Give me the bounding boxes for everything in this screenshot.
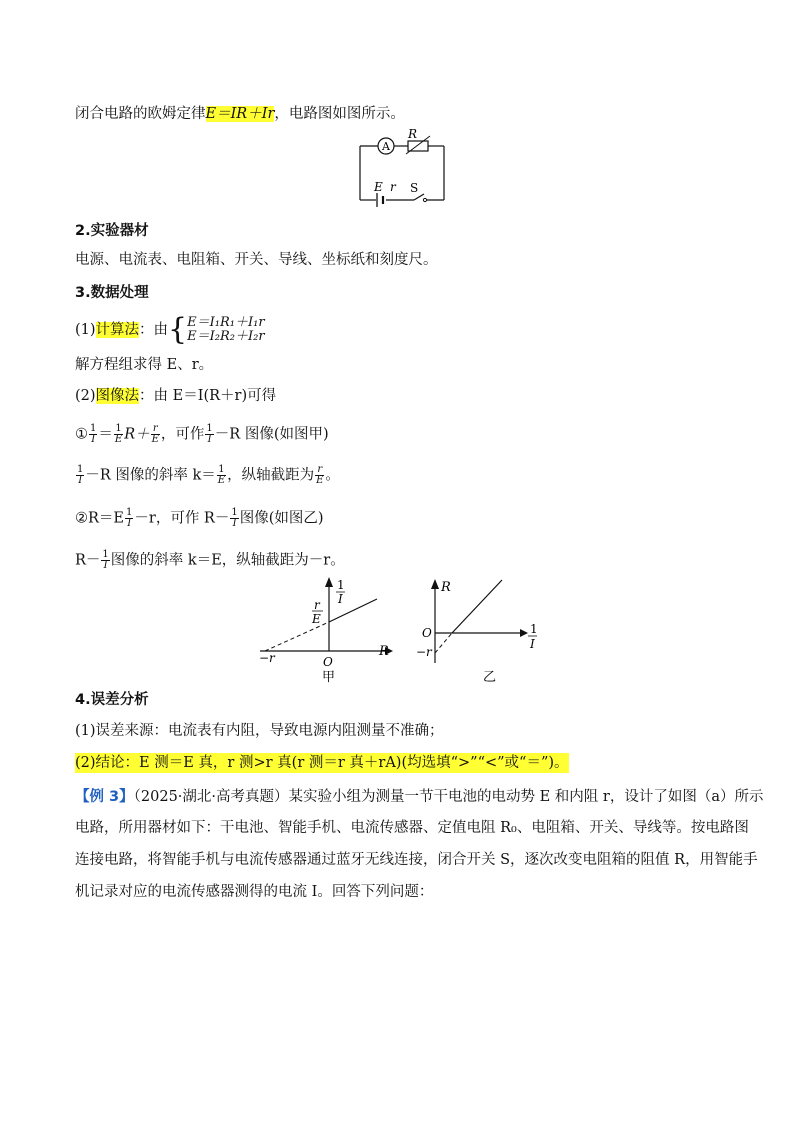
svg-text:−r: −r (416, 645, 432, 659)
svg-text:R: R (441, 580, 451, 595)
svg-text:甲: 甲 (322, 670, 336, 685)
graph-jia (255, 575, 405, 685)
jia-line-dashed (265, 622, 329, 651)
intro-suffix: ，电路图如图所示。 (274, 106, 405, 122)
svg-text:−r: −r (259, 651, 275, 665)
example-tag: 【例 3】 (75, 789, 134, 805)
svg-text:R: R (379, 644, 389, 659)
method2-slope-line: R－ $\frac{1}{I}$ 图像的斜率 k＝E，纵轴截距为－r。 (75, 549, 345, 571)
internal-r-label: r (390, 180, 396, 194)
intro-formula: E＝IR＋Ir (205, 106, 275, 122)
calc-method-line: (1)计算法：由{ E＝I₁R₁＋I₁r E＝I₂R₂＋I₂r (75, 312, 265, 347)
method1-line: ① $\frac{1}{I}$ ＝ $\frac{1}{E}$ R＋ $\frac{r}{E}$ ，可作 $\frac{1}{I}$ －R 图像(如图甲) (75, 423, 329, 445)
graph-method-label: 图像法 (95, 388, 140, 404)
method1-slope-line: $\frac{1}{I}$ －R 图像的斜率 k＝ $\frac{1}{E}$ ，纵轴截距为 $\frac{r}{E}$ 。 (77, 464, 340, 486)
svg-text:1: 1 (337, 578, 345, 592)
intro-prefix: 闭合电路的欧姆定律 (75, 106, 206, 122)
svg-text:O: O (422, 626, 432, 640)
graph-method-line: (2)图像法：由 E＝I(R＋r)可得 (75, 388, 277, 404)
example-line4: 机记录对应的电流传感器测得的电流 I。回答下列问题： (75, 884, 434, 900)
section2-body: 电源、电流表、电阻箱、开关、导线、坐标纸和刻度尺。 (75, 252, 438, 268)
intro-line (75, 104, 405, 124)
section4-title: 4.误差分析 (75, 692, 149, 708)
switch-label: S (410, 181, 419, 195)
svg-text:I: I (338, 592, 343, 606)
circuit-diagram (350, 128, 450, 208)
yi-line-dashed (435, 633, 452, 653)
section3-title: 3.数据处理 (75, 285, 149, 301)
section4-line1: (1)误差来源：电流表有内阻，导致电源内阻测量不准确； (75, 723, 444, 739)
switch-contact (423, 198, 426, 201)
svg-text:r: r (314, 598, 320, 612)
equation-system (187, 316, 264, 344)
example-line3: 连接电路，将智能手机与电流传感器通过蓝牙无线连接，闭合开关 S，逐次改变电阻箱的阻值 R，用智能手 (75, 852, 758, 868)
equation-2: E＝I₂R₂＋I₂r (187, 329, 265, 344)
ammeter-label: A (382, 140, 390, 153)
jia-line-solid (329, 599, 377, 622)
emf-label: E (374, 180, 383, 194)
svg-text:I: I (530, 637, 535, 651)
rheostat-icon (408, 141, 428, 151)
equation-1: E＝I₁R₁＋I₁r (187, 315, 265, 330)
example-line2: 电路，所用器材如下：干电池、智能手机、电流传感器、定值电阻 R₀、电阻箱、开关、导线等。按电路图 (75, 820, 749, 836)
yi-line-solid (452, 580, 502, 633)
svg-text:E: E (312, 612, 321, 626)
section2-title: 2.实验器材 (75, 223, 149, 239)
svg-text:1: 1 (530, 622, 538, 636)
section4-line2: (2)结论：E 测＝E 真，r 测>r 真(r 测＝r 真＋rA)(均选填“>”“<”或“＝”)。 (75, 755, 569, 771)
method2-line: ②R＝E $\frac{1}{I}$ －r，可作 R－ $\frac{1}{I}$ 图像(如图乙) (75, 507, 324, 529)
example-line1: 【例 3】（2025·湖北·高考真题）某实验小组为测量一节干电池的电动势 E 和内阻 r，设计了如图（a）所示 (75, 789, 764, 805)
resistor-label: R (408, 128, 418, 141)
graph-yi (410, 575, 560, 685)
calc-method-label: 计算法 (95, 322, 140, 338)
solve-line: 解方程组求得 E、r。 (75, 357, 214, 373)
svg-text:乙: 乙 (483, 670, 497, 685)
svg-text:O: O (323, 655, 333, 669)
